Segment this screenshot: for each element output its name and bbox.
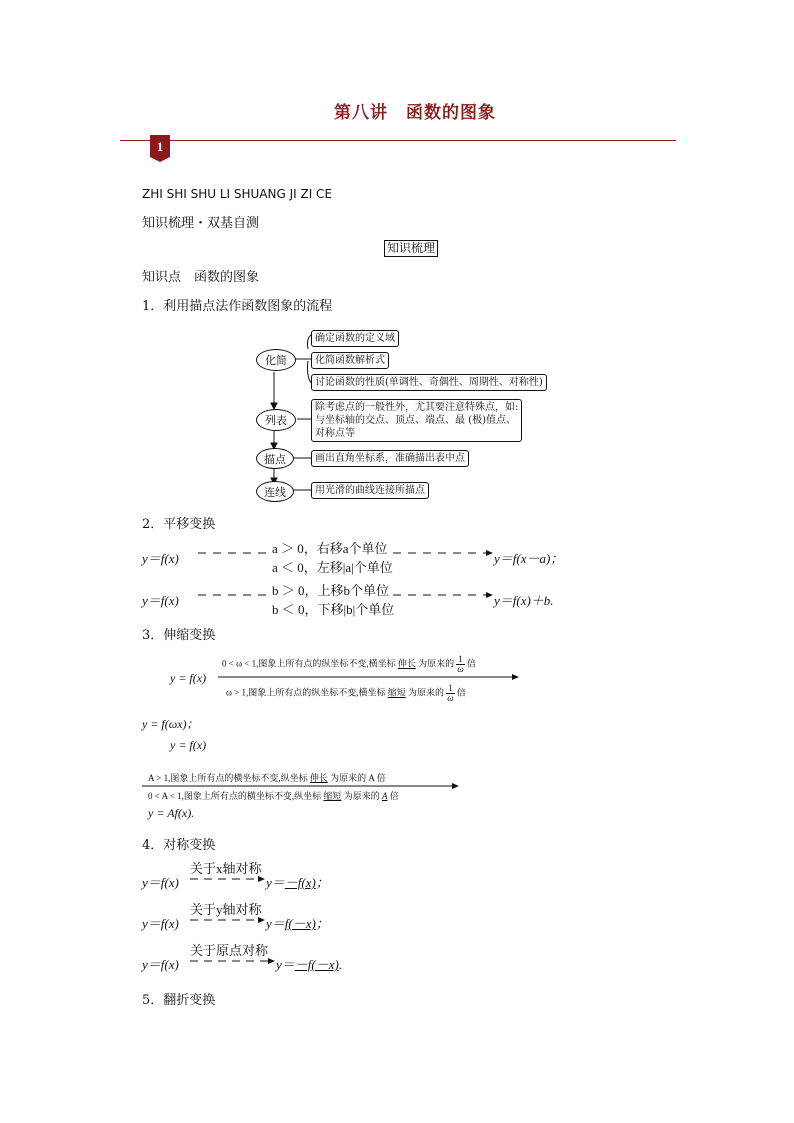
flow-box-line: 对称点等: [315, 428, 355, 439]
shift-lhs: y＝f(x): [142, 551, 179, 566]
stretch-result-omega: y = f(ωx)；: [142, 717, 199, 731]
stretch-lhs: y = f(x): [170, 738, 207, 752]
flow-box-line: 除考虑点的一般性外，尤其要注意特殊点，如:: [315, 402, 519, 413]
flow-box-properties: 讨论函数的性质(单调性、奇偶性、周期性、对称性): [311, 374, 547, 391]
item-4-heading: 4．对称变换: [142, 838, 216, 853]
shift-cond-left: a ＜ 0，左移|a|个单位: [270, 557, 395, 576]
stretch-result-A: y = Af(x).: [148, 806, 195, 820]
flow-box-coordinate: 画出直角坐标系，准确描出表中点: [311, 450, 469, 467]
page-title: 第八讲 函数的图象: [334, 103, 496, 123]
knowledge-point: 知识点 函数的图象: [142, 270, 260, 285]
sym-y-result: y＝f(－x)；: [266, 916, 329, 931]
stretch-cond-A-small: 0 < A < 1,图象上所有点的横坐标不变,纵坐标 缩短 为原来的 A 倍: [148, 791, 399, 801]
item-5-heading: 5．翻折变换: [142, 993, 216, 1008]
item-3-heading: 3．伸缩变换: [142, 628, 216, 643]
flow-box-line: 与坐标轴的交点、顶点、端点、最 (极)值点、: [315, 415, 516, 426]
section-badge: [150, 135, 170, 162]
stretch-cond-omega-large: ω > 1,图象上所有点的纵坐标不变,横坐标 缩短 为原来的 $\frac{1}{\omega}$ 倍: [226, 683, 466, 703]
shift-result-y: y＝f(x)＋b.: [494, 593, 554, 608]
shift-result-x: y＝f(x－a)；: [494, 551, 564, 566]
flow-step-simplify: 化简: [256, 349, 296, 371]
item-2-heading: 2．平移变换: [142, 517, 216, 532]
sym-y-label: 关于y轴对称: [190, 902, 262, 917]
header-rule: [120, 140, 676, 141]
box-title: 知识梳理: [384, 240, 438, 257]
stretch-lhs: y = f(x): [170, 671, 207, 685]
flow-step-connect: 连线: [256, 481, 294, 502]
sym-x-label: 关于x轴对称: [190, 861, 262, 876]
stretch-cond-omega-small: 0 < ω < 1,图象上所有点的纵坐标不变,横坐标 伸长 为原来的 $\frac{1}{\omega}$ 倍: [222, 654, 476, 674]
sym-arrow: [190, 874, 266, 884]
flow-box-special-points: [311, 399, 522, 442]
flow-step-table: 列表: [256, 409, 296, 431]
sym-origin-result: y＝－f(－x).: [276, 957, 343, 972]
sym-arrow: [190, 956, 276, 966]
flow-box-curve: 用光滑的曲线连接所描点: [311, 482, 429, 499]
flow-box-simplify: 化简函数解析式: [311, 352, 389, 369]
flow-step-plot: 描点: [256, 448, 294, 469]
section-heading: 知识梳理・双基自测: [142, 216, 260, 231]
flow-box-domain: 确定函数的定义域: [311, 330, 399, 347]
sym-lhs: y＝f(x): [142, 957, 179, 972]
item-1-heading: 1．利用描点法作函数图象的流程: [142, 299, 333, 314]
pinyin-heading: ZHI SHI SHU LI SHUANG JI ZI CE: [142, 187, 333, 201]
sym-arrow: [190, 915, 266, 925]
shift-cond-up: b ＞ 0，上移b个单位: [270, 580, 391, 599]
sym-origin-label: 关于原点对称: [190, 943, 269, 958]
section-number: 1: [156, 139, 164, 154]
sym-lhs: y＝f(x): [142, 875, 179, 890]
stretch-cond-A-large: A > 1,图象上所有点的横坐标不变,纵坐标 伸长 为原来的 A 倍: [148, 773, 386, 783]
shift-cond-right: a ＞ 0，右移a个单位: [270, 538, 390, 557]
sym-lhs: y＝f(x): [142, 916, 179, 931]
sym-x-result: y＝－f(x)；: [266, 875, 329, 890]
shift-lhs: y＝f(x): [142, 593, 179, 608]
shift-cond-down: b ＜ 0，下移|b|个单位: [270, 599, 396, 618]
